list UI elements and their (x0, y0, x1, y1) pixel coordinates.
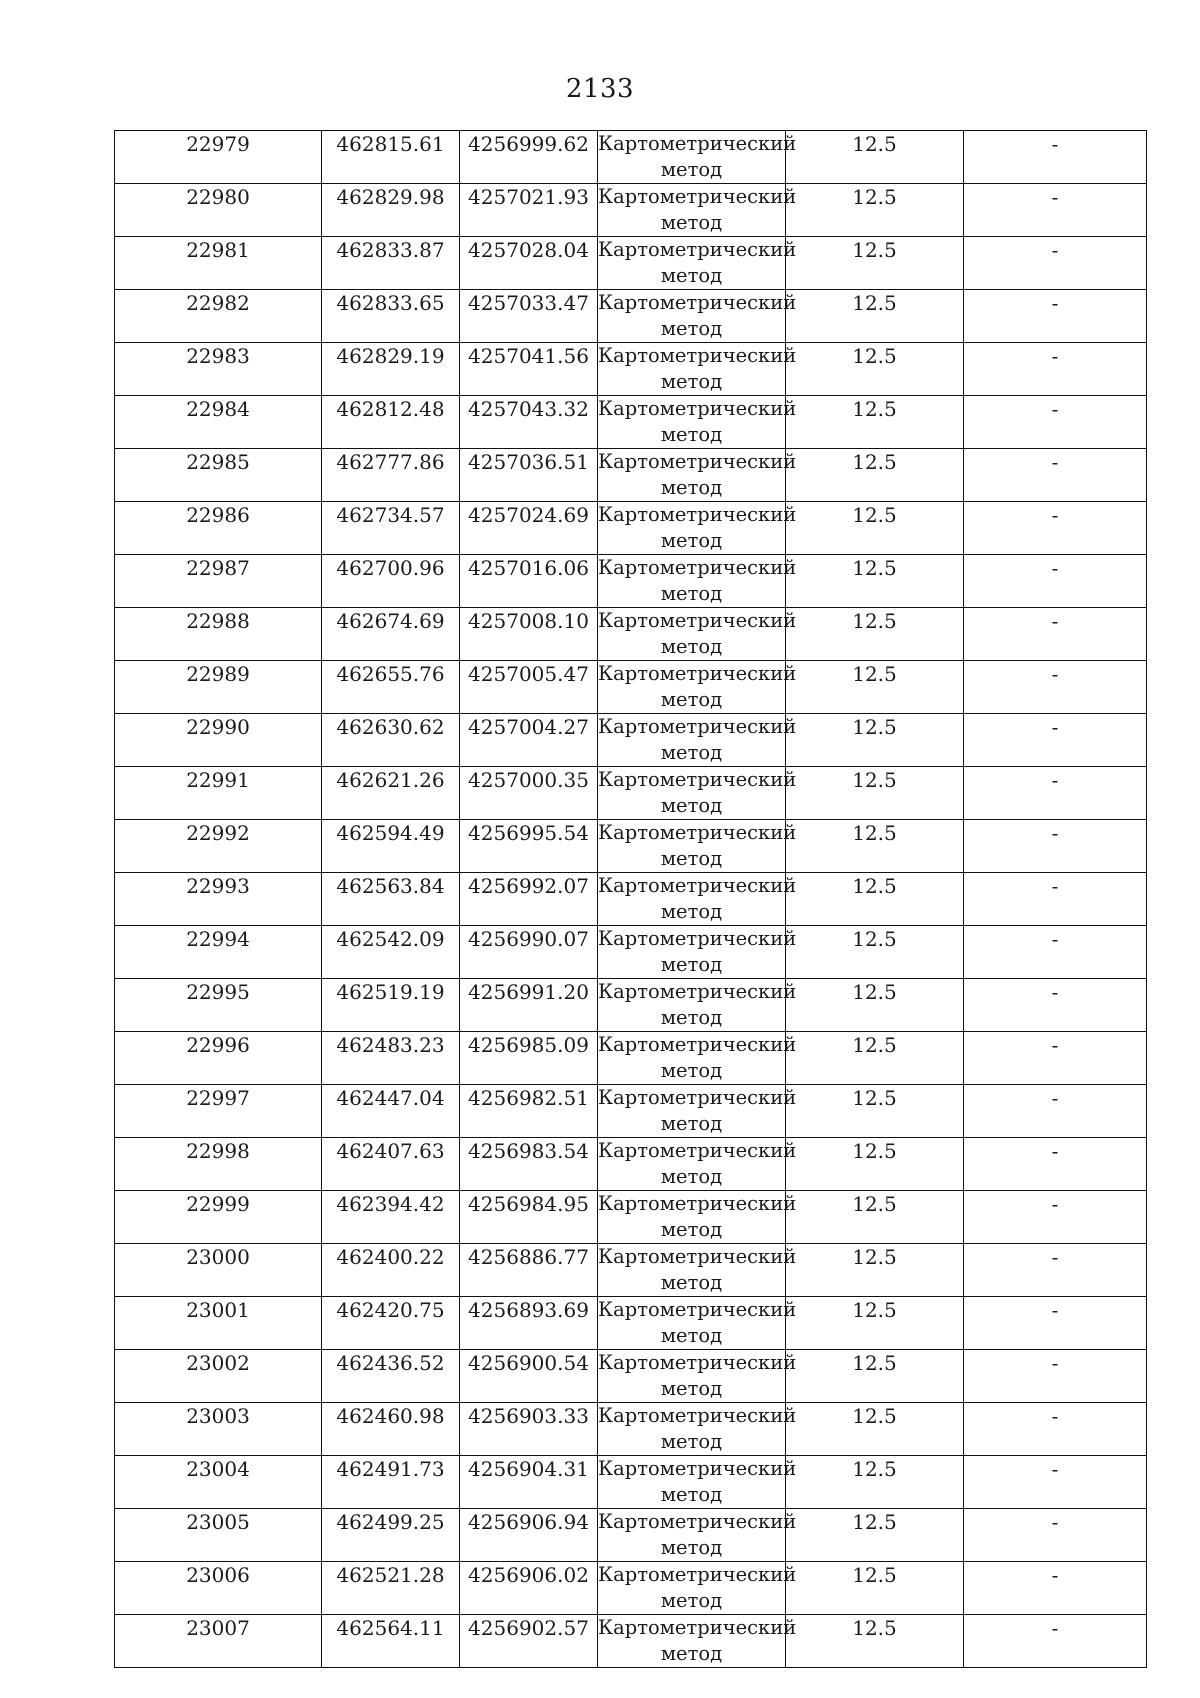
accuracy-cell: 12.5 (786, 1297, 964, 1350)
method-cell: Картометрический метод (598, 237, 786, 290)
y-coordinate-cell: 4257000.35 (460, 767, 598, 820)
coordinates-table-body (115, 131, 1147, 1668)
x-coordinate-cell: 462700.96 (322, 555, 460, 608)
x-coordinate-cell: 462491.73 (322, 1456, 460, 1509)
method-cell: Картометрический метод (598, 1456, 786, 1509)
table-row (115, 1191, 1147, 1244)
note-cell: - (964, 608, 1147, 661)
note-cell: - (964, 1615, 1147, 1668)
table-row (115, 1350, 1147, 1403)
note-cell: - (964, 1032, 1147, 1085)
note-cell: - (964, 1350, 1147, 1403)
method-cell: Картометрический метод (598, 1562, 786, 1615)
note-cell: - (964, 926, 1147, 979)
y-coordinate-cell: 4257033.47 (460, 290, 598, 343)
point-number-cell: 22995 (115, 979, 322, 1032)
method-cell: Картометрический метод (598, 555, 786, 608)
y-coordinate-cell: 4257024.69 (460, 502, 598, 555)
accuracy-cell: 12.5 (786, 1509, 964, 1562)
table-row (115, 290, 1147, 343)
accuracy-cell: 12.5 (786, 555, 964, 608)
point-number-cell: 22980 (115, 184, 322, 237)
note-cell: - (964, 184, 1147, 237)
point-number-cell: 22993 (115, 873, 322, 926)
y-coordinate-cell: 4256995.54 (460, 820, 598, 873)
point-number-cell: 22997 (115, 1085, 322, 1138)
table-row (115, 926, 1147, 979)
y-coordinate-cell: 4257028.04 (460, 237, 598, 290)
point-number-cell: 22998 (115, 1138, 322, 1191)
x-coordinate-cell: 462420.75 (322, 1297, 460, 1350)
x-coordinate-cell: 462621.26 (322, 767, 460, 820)
point-number-cell: 22999 (115, 1191, 322, 1244)
method-cell: Картометрический метод (598, 1297, 786, 1350)
accuracy-cell: 12.5 (786, 1032, 964, 1085)
y-coordinate-cell: 4257043.32 (460, 396, 598, 449)
point-number-cell: 22982 (115, 290, 322, 343)
y-coordinate-cell: 4256886.77 (460, 1244, 598, 1297)
point-number-cell: 22986 (115, 502, 322, 555)
table-row (115, 502, 1147, 555)
x-coordinate-cell: 462447.04 (322, 1085, 460, 1138)
y-coordinate-cell: 4257041.56 (460, 343, 598, 396)
table-row (115, 1509, 1147, 1562)
table-row (115, 1615, 1147, 1668)
x-coordinate-cell: 462674.69 (322, 608, 460, 661)
note-cell: - (964, 661, 1147, 714)
x-coordinate-cell: 462812.48 (322, 396, 460, 449)
page-number: 2133 (565, 74, 635, 104)
y-coordinate-cell: 4256991.20 (460, 979, 598, 1032)
note-cell: - (964, 131, 1147, 184)
table-row (115, 767, 1147, 820)
accuracy-cell: 12.5 (786, 396, 964, 449)
accuracy-cell: 12.5 (786, 1191, 964, 1244)
accuracy-cell: 12.5 (786, 1562, 964, 1615)
table-row (115, 1456, 1147, 1509)
note-cell: - (964, 714, 1147, 767)
x-coordinate-cell: 462394.42 (322, 1191, 460, 1244)
accuracy-cell: 12.5 (786, 608, 964, 661)
table-row (115, 237, 1147, 290)
table-row (115, 1032, 1147, 1085)
method-cell: Картометрический метод (598, 820, 786, 873)
note-cell: - (964, 873, 1147, 926)
table-row (115, 131, 1147, 184)
table-row (115, 1562, 1147, 1615)
point-number-cell: 22987 (115, 555, 322, 608)
method-cell: Картометрический метод (598, 979, 786, 1032)
coordinates-table (114, 130, 1147, 1668)
method-cell: Картометрический метод (598, 1509, 786, 1562)
table-row (115, 555, 1147, 608)
note-cell: - (964, 1456, 1147, 1509)
y-coordinate-cell: 4257008.10 (460, 608, 598, 661)
note-cell: - (964, 555, 1147, 608)
method-cell: Картометрический метод (598, 1085, 786, 1138)
point-number-cell: 22983 (115, 343, 322, 396)
accuracy-cell: 12.5 (786, 873, 964, 926)
table-row (115, 1085, 1147, 1138)
note-cell: - (964, 1562, 1147, 1615)
x-coordinate-cell: 462829.19 (322, 343, 460, 396)
x-coordinate-cell: 462833.87 (322, 237, 460, 290)
note-cell: - (964, 1244, 1147, 1297)
table-row (115, 820, 1147, 873)
y-coordinate-cell: 4256985.09 (460, 1032, 598, 1085)
x-coordinate-cell: 462833.65 (322, 290, 460, 343)
note-cell: - (964, 396, 1147, 449)
table-row (115, 979, 1147, 1032)
method-cell: Картометрический метод (598, 1615, 786, 1668)
x-coordinate-cell: 462564.11 (322, 1615, 460, 1668)
y-coordinate-cell: 4256906.02 (460, 1562, 598, 1615)
y-coordinate-cell: 4256999.62 (460, 131, 598, 184)
point-number-cell: 22991 (115, 767, 322, 820)
x-coordinate-cell: 462777.86 (322, 449, 460, 502)
note-cell: - (964, 1403, 1147, 1456)
note-cell: - (964, 449, 1147, 502)
x-coordinate-cell: 462499.25 (322, 1509, 460, 1562)
y-coordinate-cell: 4256990.07 (460, 926, 598, 979)
table-row (115, 873, 1147, 926)
accuracy-cell: 12.5 (786, 184, 964, 237)
point-number-cell: 23002 (115, 1350, 322, 1403)
note-cell: - (964, 767, 1147, 820)
x-coordinate-cell: 462521.28 (322, 1562, 460, 1615)
point-number-cell: 22996 (115, 1032, 322, 1085)
note-cell: - (964, 1297, 1147, 1350)
accuracy-cell: 12.5 (786, 1085, 964, 1138)
x-coordinate-cell: 462519.19 (322, 979, 460, 1032)
y-coordinate-cell: 4256982.51 (460, 1085, 598, 1138)
accuracy-cell: 12.5 (786, 767, 964, 820)
note-cell: - (964, 1085, 1147, 1138)
accuracy-cell: 12.5 (786, 661, 964, 714)
point-number-cell: 22979 (115, 131, 322, 184)
x-coordinate-cell: 462436.52 (322, 1350, 460, 1403)
accuracy-cell: 12.5 (786, 131, 964, 184)
method-cell: Картометрический метод (598, 608, 786, 661)
note-cell: - (964, 1509, 1147, 1562)
table-row (115, 608, 1147, 661)
y-coordinate-cell: 4257004.27 (460, 714, 598, 767)
note-cell: - (964, 502, 1147, 555)
accuracy-cell: 12.5 (786, 1403, 964, 1456)
note-cell: - (964, 979, 1147, 1032)
y-coordinate-cell: 4256893.69 (460, 1297, 598, 1350)
method-cell: Картометрический метод (598, 1032, 786, 1085)
x-coordinate-cell: 462655.76 (322, 661, 460, 714)
point-number-cell: 23001 (115, 1297, 322, 1350)
table-row (115, 1244, 1147, 1297)
x-coordinate-cell: 462734.57 (322, 502, 460, 555)
method-cell: Картометрический метод (598, 449, 786, 502)
x-coordinate-cell: 462460.98 (322, 1403, 460, 1456)
method-cell: Картометрический метод (598, 1138, 786, 1191)
table-row (115, 714, 1147, 767)
point-number-cell: 23004 (115, 1456, 322, 1509)
note-cell: - (964, 820, 1147, 873)
method-cell: Картометрический метод (598, 343, 786, 396)
y-coordinate-cell: 4257016.06 (460, 555, 598, 608)
method-cell: Картометрический метод (598, 926, 786, 979)
point-number-cell: 22989 (115, 661, 322, 714)
accuracy-cell: 12.5 (786, 926, 964, 979)
point-number-cell: 22984 (115, 396, 322, 449)
x-coordinate-cell: 462542.09 (322, 926, 460, 979)
table-row (115, 184, 1147, 237)
method-cell: Картометрический метод (598, 131, 786, 184)
table-row (115, 396, 1147, 449)
x-coordinate-cell: 462815.61 (322, 131, 460, 184)
point-number-cell: 22990 (115, 714, 322, 767)
accuracy-cell: 12.5 (786, 1456, 964, 1509)
method-cell: Картометрический метод (598, 1244, 786, 1297)
y-coordinate-cell: 4256902.57 (460, 1615, 598, 1668)
accuracy-cell: 12.5 (786, 343, 964, 396)
point-number-cell: 23000 (115, 1244, 322, 1297)
note-cell: - (964, 290, 1147, 343)
x-coordinate-cell: 462400.22 (322, 1244, 460, 1297)
accuracy-cell: 12.5 (786, 1244, 964, 1297)
y-coordinate-cell: 4257005.47 (460, 661, 598, 714)
accuracy-cell: 12.5 (786, 1350, 964, 1403)
note-cell: - (964, 237, 1147, 290)
accuracy-cell: 12.5 (786, 237, 964, 290)
x-coordinate-cell: 462407.63 (322, 1138, 460, 1191)
x-coordinate-cell: 462483.23 (322, 1032, 460, 1085)
note-cell: - (964, 1191, 1147, 1244)
method-cell: Картометрический метод (598, 714, 786, 767)
point-number-cell: 22985 (115, 449, 322, 502)
y-coordinate-cell: 4257021.93 (460, 184, 598, 237)
accuracy-cell: 12.5 (786, 979, 964, 1032)
point-number-cell: 22981 (115, 237, 322, 290)
method-cell: Картометрический метод (598, 502, 786, 555)
table-row (115, 1297, 1147, 1350)
method-cell: Картометрический метод (598, 1191, 786, 1244)
method-cell: Картометрический метод (598, 661, 786, 714)
accuracy-cell: 12.5 (786, 502, 964, 555)
point-number-cell: 23003 (115, 1403, 322, 1456)
accuracy-cell: 12.5 (786, 820, 964, 873)
accuracy-cell: 12.5 (786, 290, 964, 343)
table-row (115, 1138, 1147, 1191)
accuracy-cell: 12.5 (786, 449, 964, 502)
y-coordinate-cell: 4256900.54 (460, 1350, 598, 1403)
point-number-cell: 22994 (115, 926, 322, 979)
method-cell: Картометрический метод (598, 184, 786, 237)
point-number-cell: 23007 (115, 1615, 322, 1668)
note-cell: - (964, 343, 1147, 396)
method-cell: Картометрический метод (598, 1350, 786, 1403)
accuracy-cell: 12.5 (786, 1615, 964, 1668)
x-coordinate-cell: 462563.84 (322, 873, 460, 926)
method-cell: Картометрический метод (598, 290, 786, 343)
y-coordinate-cell: 4256984.95 (460, 1191, 598, 1244)
point-number-cell: 23006 (115, 1562, 322, 1615)
accuracy-cell: 12.5 (786, 1138, 964, 1191)
note-cell: - (964, 1138, 1147, 1191)
x-coordinate-cell: 462630.62 (322, 714, 460, 767)
table-row (115, 343, 1147, 396)
point-number-cell: 22992 (115, 820, 322, 873)
method-cell: Картометрический метод (598, 873, 786, 926)
y-coordinate-cell: 4256992.07 (460, 873, 598, 926)
point-number-cell: 22988 (115, 608, 322, 661)
point-number-cell: 23005 (115, 1509, 322, 1562)
method-cell: Картометрический метод (598, 396, 786, 449)
x-coordinate-cell: 462594.49 (322, 820, 460, 873)
method-cell: Картометрический метод (598, 767, 786, 820)
y-coordinate-cell: 4256904.31 (460, 1456, 598, 1509)
x-coordinate-cell: 462829.98 (322, 184, 460, 237)
method-cell: Картометрический метод (598, 1403, 786, 1456)
table-row (115, 449, 1147, 502)
y-coordinate-cell: 4256903.33 (460, 1403, 598, 1456)
y-coordinate-cell: 4257036.51 (460, 449, 598, 502)
y-coordinate-cell: 4256906.94 (460, 1509, 598, 1562)
table-row (115, 1403, 1147, 1456)
table-row (115, 661, 1147, 714)
y-coordinate-cell: 4256983.54 (460, 1138, 598, 1191)
accuracy-cell: 12.5 (786, 714, 964, 767)
